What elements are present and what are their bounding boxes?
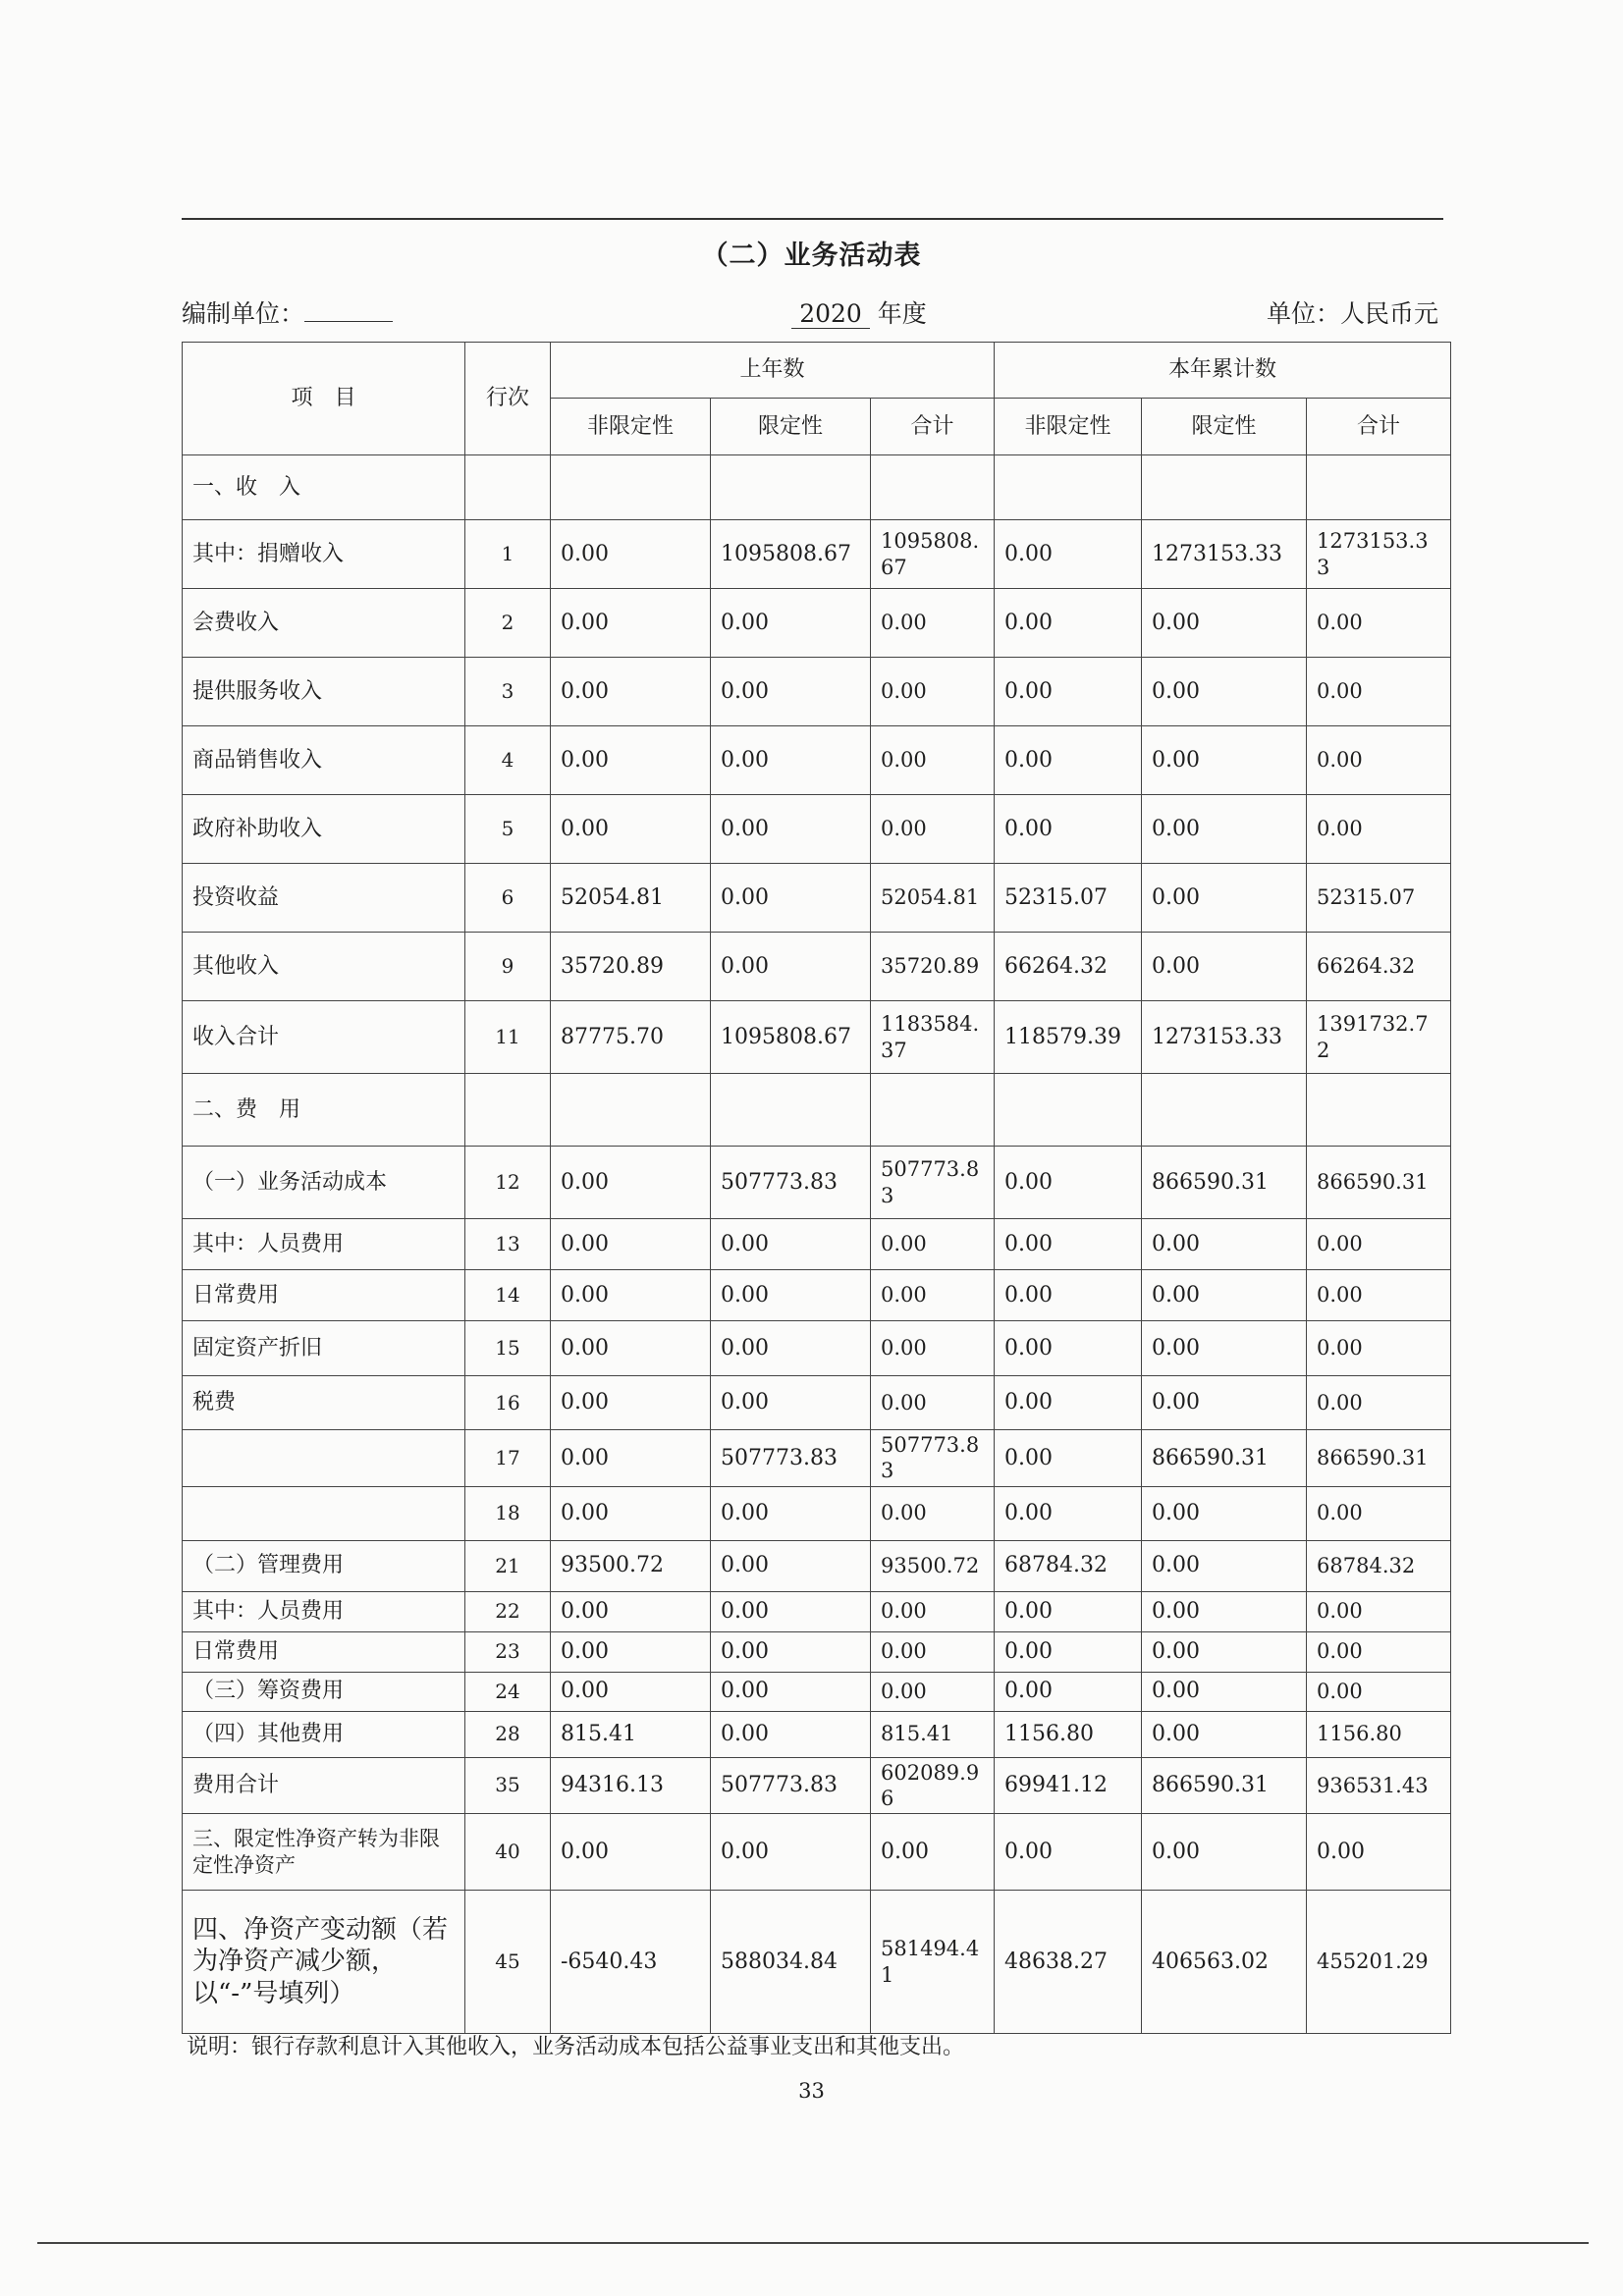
cell-value: [551, 455, 711, 520]
cell-value: 0.00: [551, 1147, 711, 1219]
row-number: [465, 455, 551, 520]
cell-value: 68784.32: [995, 1540, 1142, 1591]
table-row: [183, 864, 1451, 933]
cell-value: 0.00: [711, 933, 871, 1001]
cell-value: [711, 455, 871, 520]
cell-value: 0.00: [711, 1321, 871, 1376]
cell-value: 815.41: [871, 1711, 995, 1757]
cell-value: 507773.83: [711, 1757, 871, 1814]
cell-value: 0.00: [1142, 1486, 1307, 1540]
row-number: 12: [465, 1147, 551, 1219]
cell-value: 455201.29: [1307, 1891, 1451, 2034]
cell-value: 406563.02: [1142, 1891, 1307, 2034]
cell-value: 0.00: [995, 795, 1142, 864]
cell-value: 0.00: [995, 1814, 1142, 1891]
row-number: 2: [465, 589, 551, 658]
cell-value: 0.00: [871, 1486, 995, 1540]
cell-value: 0.00: [1142, 658, 1307, 726]
page-title: （二）业务活动表: [701, 240, 922, 271]
cell-value: 0.00: [551, 1672, 711, 1711]
cell-value: 0.00: [1142, 933, 1307, 1001]
table-row: [183, 520, 1451, 589]
cell-value: 0.00: [1307, 795, 1451, 864]
cell-value: 35720.89: [871, 933, 995, 1001]
cell-value: 0.00: [871, 795, 995, 864]
header-prev-restricted: 限定性: [711, 399, 871, 455]
cell-value: 0.00: [995, 1270, 1142, 1321]
cell-value: 0.00: [711, 1711, 871, 1757]
cell-value: 0.00: [551, 1270, 711, 1321]
cell-value: [1142, 1074, 1307, 1147]
cell-value: 0.00: [871, 1814, 995, 1891]
cell-value: 0.00: [551, 795, 711, 864]
header-cur-total: 合计: [1307, 399, 1451, 455]
cell-value: 118579.39: [995, 1001, 1142, 1074]
cell-value: 936531.43: [1307, 1757, 1451, 1814]
cell-value: 94316.13: [551, 1757, 711, 1814]
cell-value: 0.00: [1142, 1711, 1307, 1757]
cell-value: 866590.31: [1307, 1147, 1451, 1219]
cell-value: 0.00: [1142, 1540, 1307, 1591]
cell-value: 0.00: [711, 1219, 871, 1270]
table-row: [183, 1270, 1451, 1321]
table-row: [183, 1001, 1451, 1074]
cell-value: 0.00: [995, 658, 1142, 726]
cell-value: 1095808.67: [711, 1001, 871, 1074]
cell-value: 0.00: [711, 1631, 871, 1672]
compiling-unit-blank: [304, 299, 393, 322]
row-number: 6: [465, 864, 551, 933]
page-number: 33: [798, 2079, 825, 2103]
cell-value: 0.00: [1307, 1219, 1451, 1270]
cell-value: 0.00: [995, 1376, 1142, 1430]
table-row: [183, 1711, 1451, 1757]
cell-value: 1273153.33: [1142, 1001, 1307, 1074]
cell-value: 0.00: [1142, 1631, 1307, 1672]
row-label: 其他收入: [183, 933, 465, 1001]
cell-value: 0.00: [1142, 726, 1307, 795]
table-row: [183, 1147, 1451, 1219]
table-row: [183, 1891, 1451, 2034]
cell-value: 0.00: [711, 1486, 871, 1540]
row-label: 日常费用: [183, 1270, 465, 1321]
cell-value: 0.00: [995, 1486, 1142, 1540]
cell-value: 866590.31: [1142, 1430, 1307, 1487]
cell-value: 0.00: [995, 1591, 1142, 1631]
row-number: 1: [465, 520, 551, 589]
cell-value: 0.00: [871, 1672, 995, 1711]
row-label: 税费: [183, 1376, 465, 1430]
header-prev-year: 上年数: [551, 343, 995, 399]
cell-value: 0.00: [551, 658, 711, 726]
cell-value: 0.00: [1142, 1321, 1307, 1376]
cell-value: 0.00: [1307, 1672, 1451, 1711]
row-number: 35: [465, 1757, 551, 1814]
row-label: [183, 1430, 465, 1487]
top-rule: [182, 218, 1443, 220]
cell-value: 0.00: [1142, 1270, 1307, 1321]
cell-value: 507773.83: [711, 1147, 871, 1219]
cell-value: 0.00: [551, 1814, 711, 1891]
cell-value: 0.00: [711, 658, 871, 726]
row-number: 24: [465, 1672, 551, 1711]
cell-value: 0.00: [995, 589, 1142, 658]
header-this-year: 本年累计数: [995, 343, 1451, 399]
table-row: [183, 1814, 1451, 1891]
cell-value: 52054.81: [551, 864, 711, 933]
header-cur-restricted: 限定性: [1142, 399, 1307, 455]
cell-value: 93500.72: [551, 1540, 711, 1591]
cell-value: 0.00: [871, 726, 995, 795]
row-number: 4: [465, 726, 551, 795]
table-row: [183, 933, 1451, 1001]
cell-value: 0.00: [711, 589, 871, 658]
table-row: [183, 1074, 1451, 1147]
row-label: 政府补助收入: [183, 795, 465, 864]
cell-value: 0.00: [551, 1219, 711, 1270]
row-label: 二、费 用: [183, 1074, 465, 1147]
row-number: [465, 1074, 551, 1147]
table-row: [183, 1540, 1451, 1591]
cell-value: 0.00: [1307, 658, 1451, 726]
cell-value: 0.00: [1307, 1376, 1451, 1430]
cell-value: 0.00: [1307, 1814, 1451, 1891]
table-row: [183, 795, 1451, 864]
cell-value: 0.00: [995, 1321, 1142, 1376]
cell-value: 0.00: [711, 1376, 871, 1430]
cell-value: 52054.81: [871, 864, 995, 933]
cell-value: 0.00: [1307, 589, 1451, 658]
cell-value: 0.00: [711, 864, 871, 933]
cell-value: 0.00: [711, 1591, 871, 1631]
row-label: 一、收 入: [183, 455, 465, 520]
row-number: 14: [465, 1270, 551, 1321]
cell-value: 0.00: [551, 589, 711, 658]
cell-value: 1391732.72: [1307, 1001, 1451, 1074]
row-number: 40: [465, 1814, 551, 1891]
table-body: [183, 455, 1451, 2034]
cell-value: [551, 1074, 711, 1147]
cell-value: 68784.32: [1307, 1540, 1451, 1591]
cell-value: 866590.31: [1142, 1757, 1307, 1814]
report-year-suffix: 年度: [877, 299, 927, 328]
cell-value: [995, 1074, 1142, 1147]
header-cur-unrestricted: 非限定性: [995, 399, 1142, 455]
footnote: 说明：银行存款利息计入其他收入，业务活动成本包括公益事业支出和其他支出。: [187, 2035, 965, 2059]
cell-value: 0.00: [871, 658, 995, 726]
cell-value: [871, 1074, 995, 1147]
cell-value: 66264.32: [995, 933, 1142, 1001]
cell-value: 1095808.67: [711, 520, 871, 589]
table-row: [183, 1376, 1451, 1430]
cell-value: 0.00: [551, 1321, 711, 1376]
report-year-value: 2020: [791, 299, 870, 329]
row-number: 18: [465, 1486, 551, 1540]
table-row: [183, 455, 1451, 520]
header-row-no: 行次: [465, 343, 551, 455]
row-number: 28: [465, 1711, 551, 1757]
cell-value: 507773.83: [871, 1430, 995, 1487]
cell-value: [1307, 455, 1451, 520]
cell-value: 0.00: [711, 795, 871, 864]
cell-value: 0.00: [1307, 726, 1451, 795]
cell-value: 0.00: [871, 1270, 995, 1321]
cell-value: 0.00: [1142, 795, 1307, 864]
row-number: 9: [465, 933, 551, 1001]
row-label: 其中：人员费用: [183, 1591, 465, 1631]
table-row: [183, 1757, 1451, 1814]
cell-value: 69941.12: [995, 1757, 1142, 1814]
cell-value: 581494.41: [871, 1891, 995, 2034]
cell-value: 507773.83: [871, 1147, 995, 1219]
row-number: 11: [465, 1001, 551, 1074]
table-row: [183, 1672, 1451, 1711]
cell-value: 0.00: [1307, 1486, 1451, 1540]
cell-value: [995, 455, 1142, 520]
table-row: [183, 1219, 1451, 1270]
row-number: 3: [465, 658, 551, 726]
row-label: （二）管理费用: [183, 1540, 465, 1591]
row-label: [183, 1486, 465, 1540]
row-number: 16: [465, 1376, 551, 1430]
row-label: 费用合计: [183, 1757, 465, 1814]
table-row: [183, 1430, 1451, 1487]
cell-value: 0.00: [711, 726, 871, 795]
header-item: 项 目: [183, 343, 465, 455]
cell-value: 0.00: [711, 1540, 871, 1591]
cell-value: 0.00: [711, 1814, 871, 1891]
cell-value: 1273153.33: [1307, 520, 1451, 589]
cell-value: 0.00: [711, 1672, 871, 1711]
cell-value: 0.00: [1142, 1376, 1307, 1430]
cell-value: [1142, 455, 1307, 520]
row-number: 13: [465, 1219, 551, 1270]
cell-value: 0.00: [871, 1219, 995, 1270]
cell-value: 0.00: [551, 1376, 711, 1430]
cell-value: 0.00: [1307, 1321, 1451, 1376]
cell-value: 866590.31: [1142, 1147, 1307, 1219]
cell-value: 0.00: [1142, 1591, 1307, 1631]
cell-value: 0.00: [1142, 1814, 1307, 1891]
cell-value: 1156.80: [995, 1711, 1142, 1757]
table-row: [183, 1631, 1451, 1672]
table-row: [183, 658, 1451, 726]
cell-value: [711, 1074, 871, 1147]
cell-value: 602089.96: [871, 1757, 995, 1814]
cell-value: 0.00: [1142, 589, 1307, 658]
cell-value: 0.00: [995, 1147, 1142, 1219]
row-label: 投资收益: [183, 864, 465, 933]
cell-value: 0.00: [551, 1486, 711, 1540]
compiling-unit-label: 编制单位：: [182, 299, 305, 328]
row-label: 其中：捐赠收入: [183, 520, 465, 589]
table-row: [183, 726, 1451, 795]
cell-value: 0.00: [1142, 1219, 1307, 1270]
cell-value: 1273153.33: [1142, 520, 1307, 589]
cell-value: 1095808.67: [871, 520, 995, 589]
cell-value: 48638.27: [995, 1891, 1142, 2034]
cell-value: 0.00: [1142, 864, 1307, 933]
currency-unit: 单位：人民币元: [1266, 299, 1438, 328]
cell-value: 0.00: [711, 1270, 871, 1321]
cell-value: 0.00: [1307, 1270, 1451, 1321]
table-row: [183, 1321, 1451, 1376]
header-prev-total: 合计: [871, 399, 995, 455]
business-activity-table: [182, 342, 1451, 2034]
row-label: 日常费用: [183, 1631, 465, 1672]
row-number: 17: [465, 1430, 551, 1487]
row-number: 15: [465, 1321, 551, 1376]
row-number: 45: [465, 1891, 551, 2034]
cell-value: 0.00: [551, 520, 711, 589]
report-year: [746, 294, 972, 330]
header-prev-unrestricted: 非限定性: [551, 399, 711, 455]
row-label: 提供服务收入: [183, 658, 465, 726]
row-label: 固定资产折旧: [183, 1321, 465, 1376]
row-label: 收入合计: [183, 1001, 465, 1074]
cell-value: 0.00: [551, 1591, 711, 1631]
row-label: 三、限定性净资产转为非限定性净资产: [183, 1814, 465, 1891]
row-number: 21: [465, 1540, 551, 1591]
row-label: 四、净资产变动额（若为净资产减少额，以“-”号填列）: [183, 1891, 465, 2034]
cell-value: [871, 455, 995, 520]
row-number: 23: [465, 1631, 551, 1672]
cell-value: 93500.72: [871, 1540, 995, 1591]
cell-value: 0.00: [995, 726, 1142, 795]
table-row: [183, 1486, 1451, 1540]
cell-value: 87775.70: [551, 1001, 711, 1074]
cell-value: 1183584.37: [871, 1001, 995, 1074]
cell-value: 0.00: [551, 1631, 711, 1672]
cell-value: 507773.83: [711, 1430, 871, 1487]
cell-value: 0.00: [871, 1376, 995, 1430]
row-number: 5: [465, 795, 551, 864]
cell-value: 0.00: [1142, 1672, 1307, 1711]
cell-value: 1156.80: [1307, 1711, 1451, 1757]
bottom-rule: [37, 2242, 1589, 2244]
table-row: [183, 589, 1451, 658]
cell-value: 0.00: [551, 1430, 711, 1487]
row-label: 会费收入: [183, 589, 465, 658]
cell-value: 0.00: [871, 1631, 995, 1672]
cell-value: 0.00: [995, 1631, 1142, 1672]
cell-value: 588034.84: [711, 1891, 871, 2034]
row-label: （一）业务活动成本: [183, 1147, 465, 1219]
cell-value: 52315.07: [995, 864, 1142, 933]
cell-value: 0.00: [995, 1219, 1142, 1270]
table-row: [183, 1591, 1451, 1631]
cell-value: 52315.07: [1307, 864, 1451, 933]
cell-value: [1307, 1074, 1451, 1147]
row-number: 22: [465, 1591, 551, 1631]
cell-value: 0.00: [871, 1591, 995, 1631]
cell-value: 0.00: [995, 1430, 1142, 1487]
cell-value: 0.00: [551, 726, 711, 795]
cell-value: 35720.89: [551, 933, 711, 1001]
cell-value: 0.00: [871, 1321, 995, 1376]
row-label: （三）筹资费用: [183, 1672, 465, 1711]
compiling-unit: [182, 294, 393, 330]
cell-value: 0.00: [995, 520, 1142, 589]
row-label: （四）其他费用: [183, 1711, 465, 1757]
row-label: 其中：人员费用: [183, 1219, 465, 1270]
cell-value: -6540.43: [551, 1891, 711, 2034]
row-label: 商品销售收入: [183, 726, 465, 795]
cell-value: 66264.32: [1307, 933, 1451, 1001]
cell-value: 0.00: [995, 1672, 1142, 1711]
cell-value: 815.41: [551, 1711, 711, 1757]
cell-value: 0.00: [1307, 1631, 1451, 1672]
cell-value: 866590.31: [1307, 1430, 1451, 1487]
cell-value: 0.00: [1307, 1591, 1451, 1631]
cell-value: 0.00: [871, 589, 995, 658]
